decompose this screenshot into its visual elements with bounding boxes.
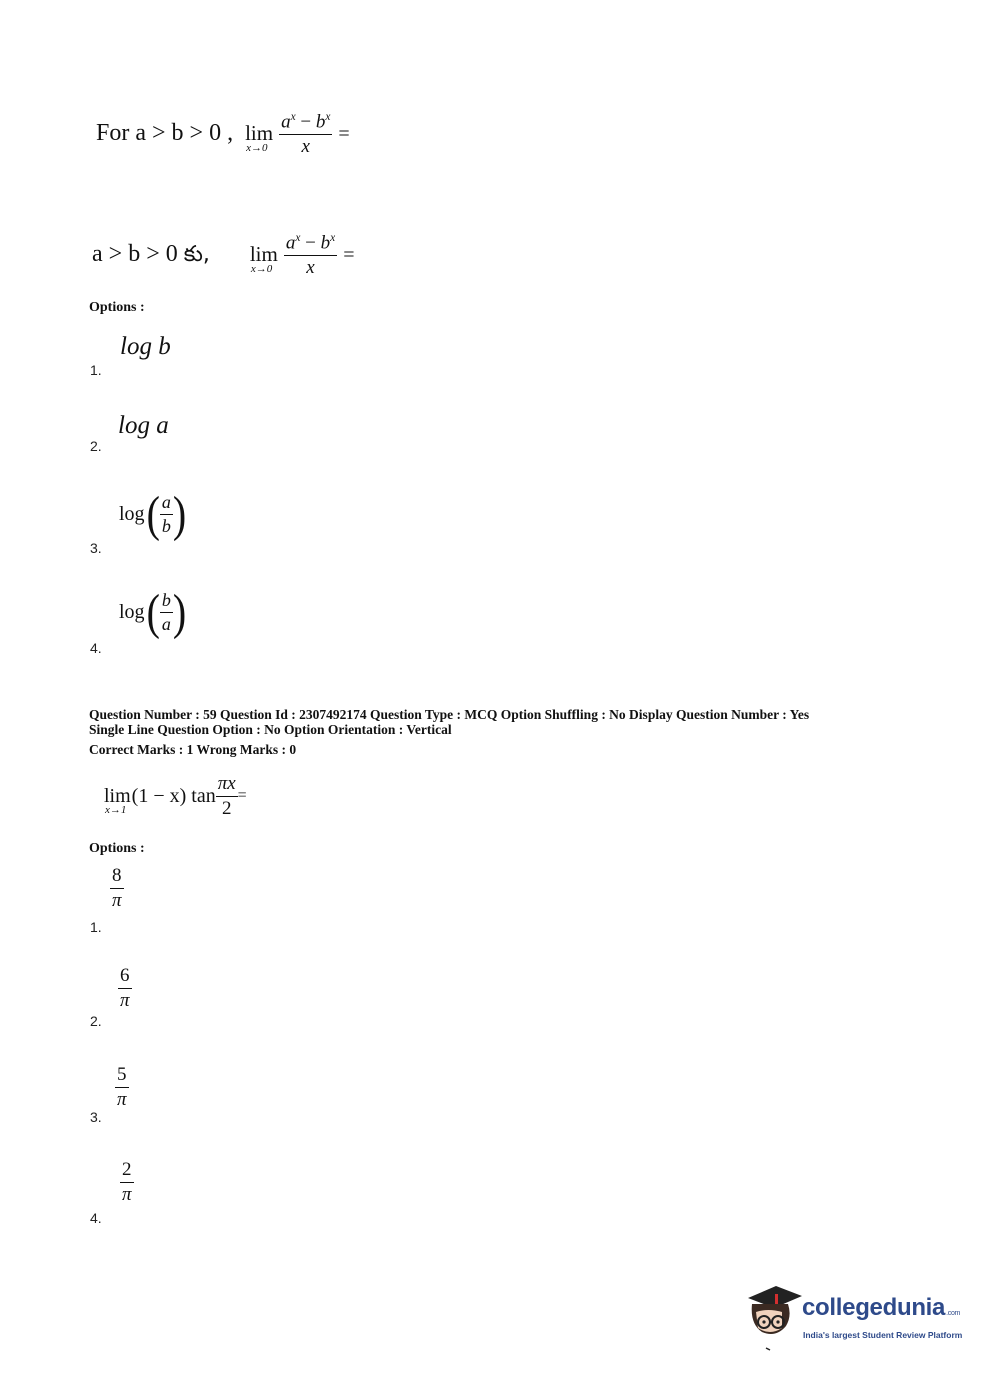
q59-option-1-number: 1. [90,919,102,935]
q59-option-3-number: 3. [90,1109,102,1125]
q58-equals: = [338,123,350,146]
q58-option-2-text: log a [118,412,169,439]
mascot-icon [742,1282,804,1352]
q59-meta-line-2: Single Line Question Option : No Option Orientation : Vertical [89,722,452,737]
collegedunia-logo [742,1282,972,1352]
q59-option-1-fraction: $\frac{8}{\pi}$ [111,865,122,911]
logo-tagline: India's largest Student Review Platform [803,1330,963,1340]
q58-option-2-number: 2. [90,438,102,454]
q58-option-1-text: log b [120,333,171,360]
q58-lim-subscript: x→0 [246,142,268,155]
q58-te-lim: lim x→0 [249,242,278,276]
q59-question-expr: lim x→1 (1 − x) tan $\frac{\pi x}{2}$ = [104,773,247,819]
q58-options-label: Options : [89,300,145,315]
q58-english-prefix: For a > b > 0 , [96,120,234,147]
q58-telugu-statement: a > b > 0 కు, lim x→0 $\frac{a^x - b^x}{x}$ = [92,232,355,279]
q58-option-4-expr: log ( $\frac{b}{a}$ ) [119,583,187,640]
q59-option-2-fraction: $\frac{6}{\pi}$ [119,965,130,1011]
q58-telugu-prefix: a > b > 0 [92,241,184,268]
q58-fraction: $\frac{a^x - b^x}{x}$ [281,111,331,158]
q58-english-statement [96,112,350,157]
q58-te-fraction: $\frac{a^x - b^x}{x}$ [285,232,336,279]
q59-option-3-fraction: $\frac{5}{\pi}$ [116,1064,127,1110]
logo-brand-name: collegedunia.com [802,1294,961,1321]
q59-options-label: Options : [89,841,145,856]
q58-option-3-expr: log ( $\frac{a}{b}$ ) [119,485,187,542]
q59-option-4-number: 4. [90,1210,102,1226]
q58-option-1-number: 1. [90,362,102,378]
q59-meta-line-3: Correct Marks : 1 Wrong Marks : 0 [89,742,297,757]
q59-option-4-fraction: $\frac{2}{\pi}$ [121,1159,132,1205]
q58-option-4-number: 4. [90,640,102,656]
q58-option-3-number: 3. [90,540,102,556]
q58-lim: lim x→0 [245,121,274,155]
q58-telugu-word: కు, [183,242,210,268]
q59-meta-line-1: Question Number : 59 Question Id : 2307492174 Question Type : MCQ Option Shuffling : No Display Question Number : Yes [89,707,810,722]
q59-option-2-number: 2. [90,1013,102,1029]
q59-lim: lim x→1 [104,784,131,816]
